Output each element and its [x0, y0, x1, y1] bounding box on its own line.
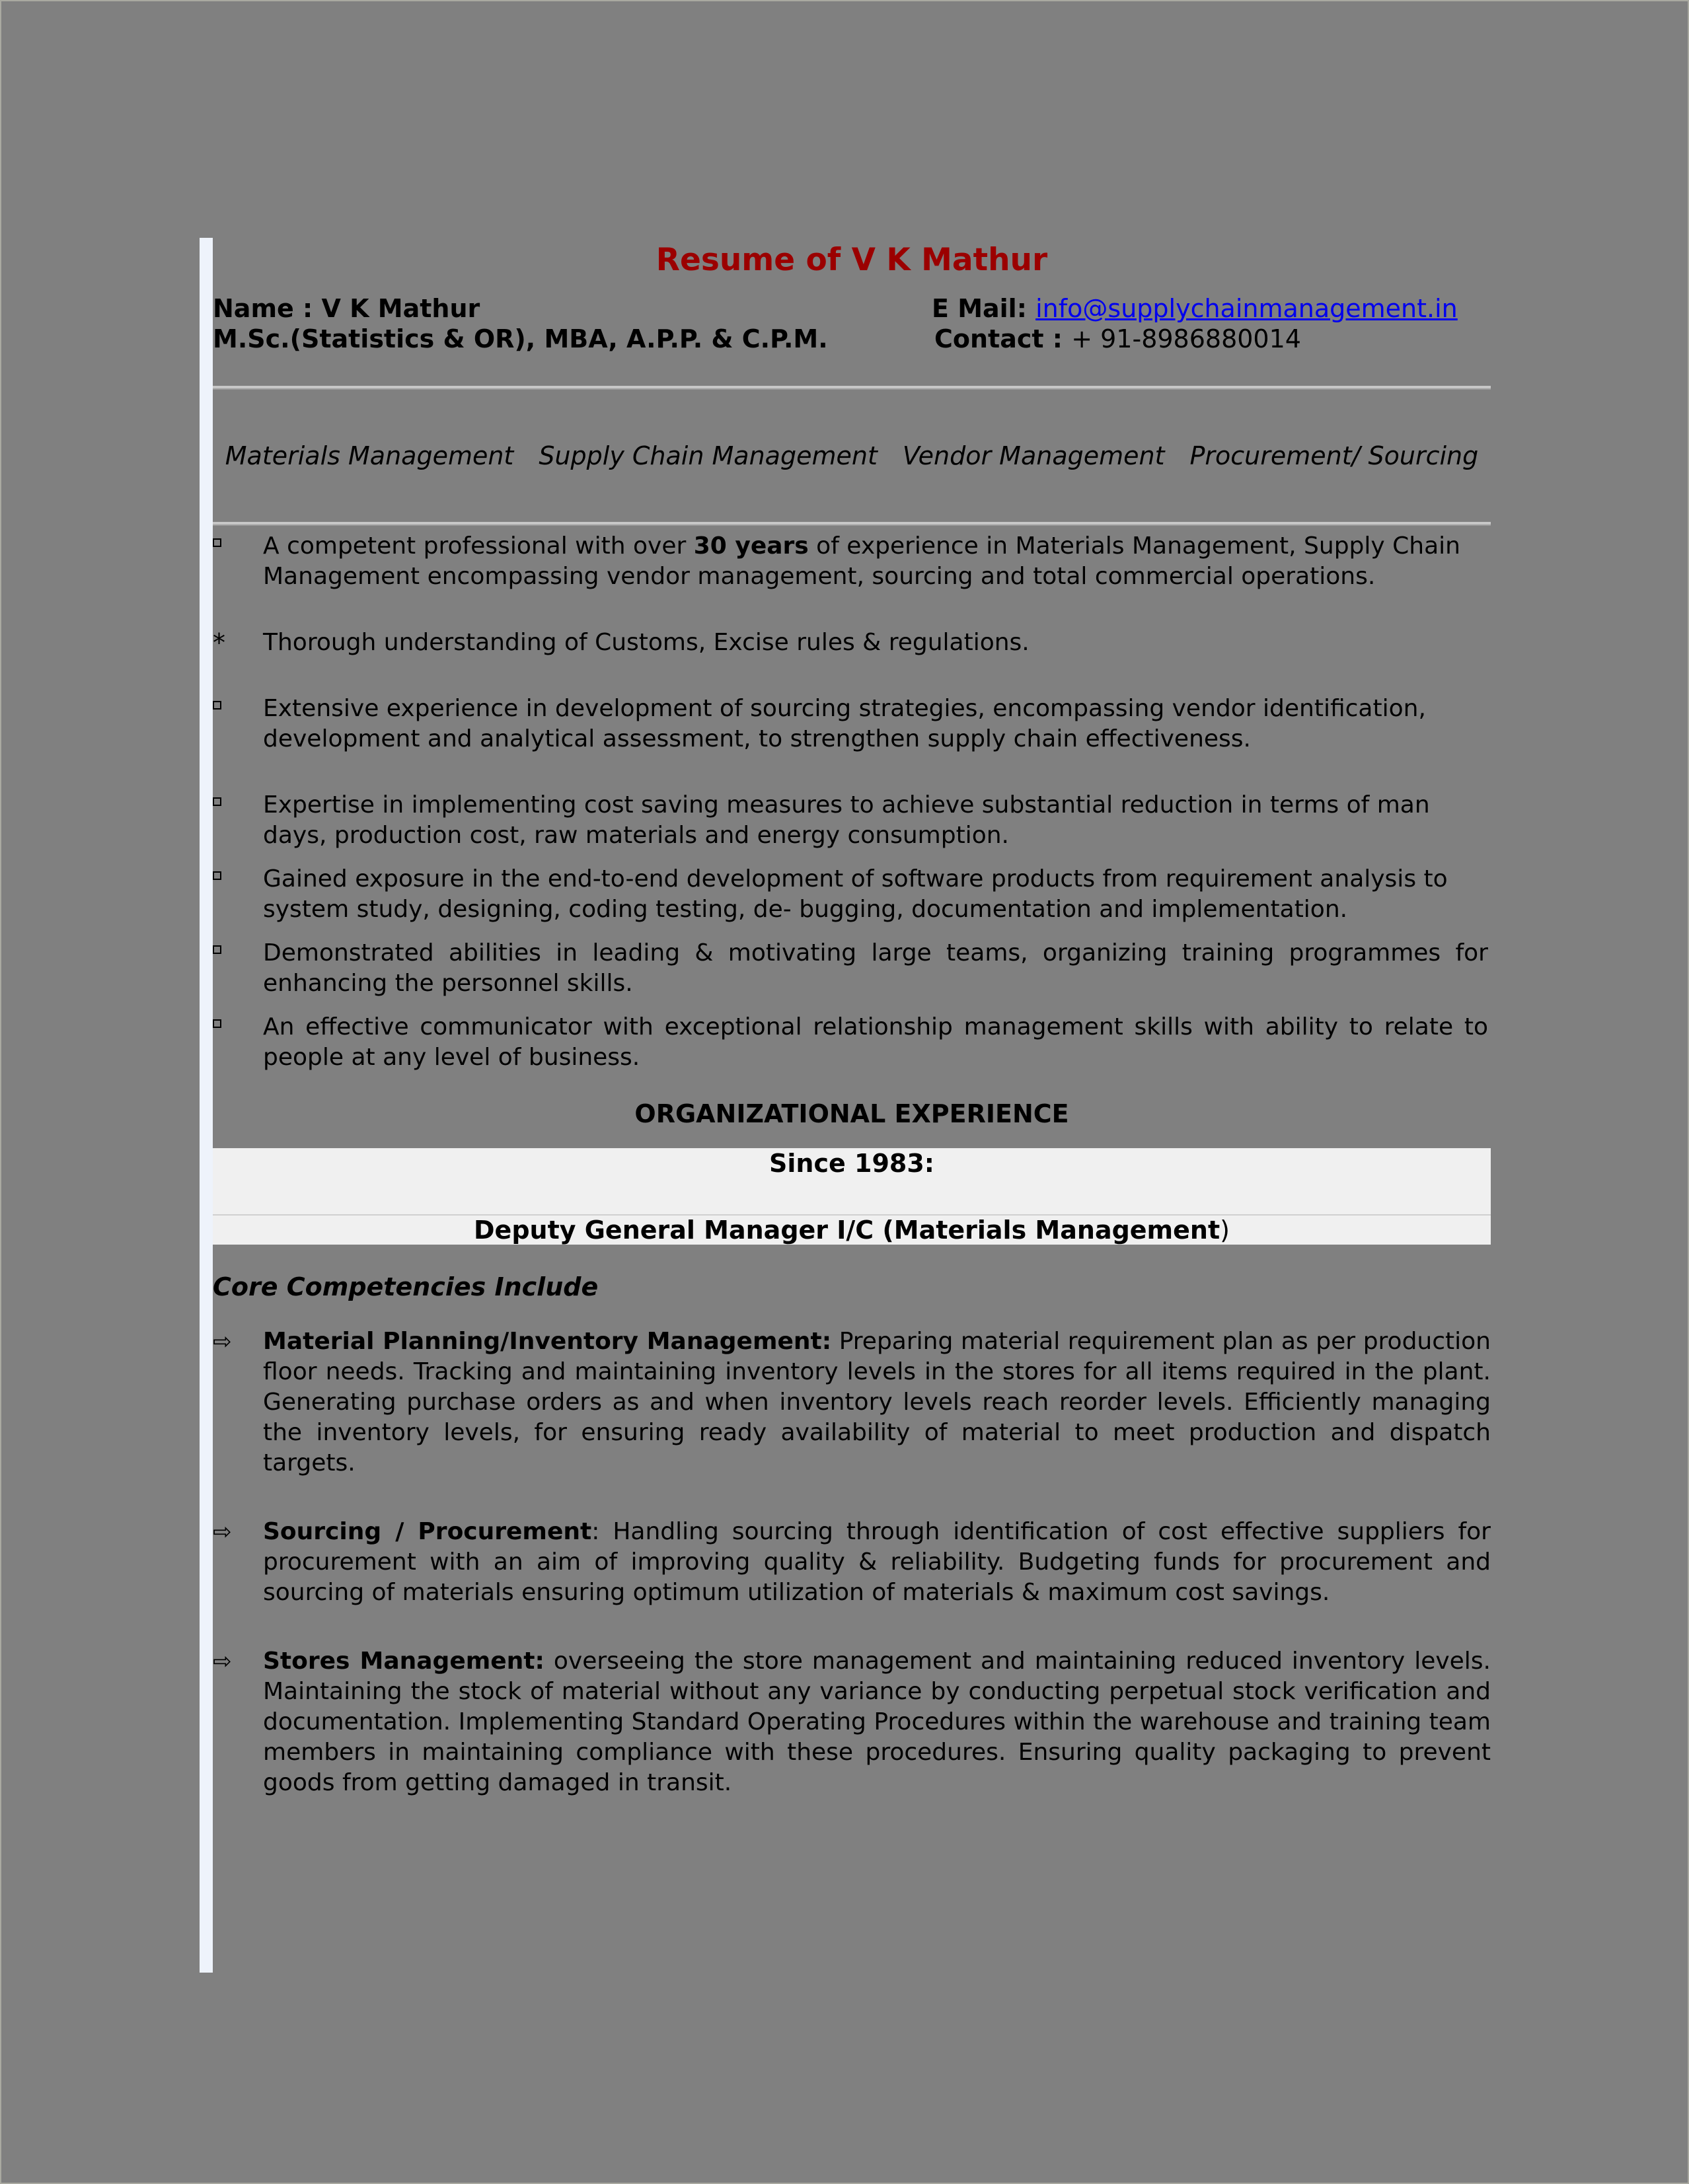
- list-item: An effective communicator with exceptional relationship management skills with ability to relate to people at any level of business.: [213, 1012, 1491, 1073]
- square-bullet-icon: [213, 871, 221, 880]
- contact-header: [213, 293, 1491, 386]
- qualifications: M.Sc.(Statistics & OR), MBA, A.P.P. & C.P.M.: [213, 324, 828, 353]
- job-title: Deputy General Manager I/C (Materials Management): [213, 1216, 1491, 1245]
- square-bullet-icon: [213, 945, 221, 954]
- skill-item: Materials Management: [225, 441, 514, 470]
- arrow-right-icon: ⇨: [213, 1329, 232, 1355]
- list-item: A competent professional with over 30 years of experience in Materials Management, Supply Chain Management encompassing vendor management, sourcing and total commercial operations.: [213, 531, 1491, 592]
- list-item: * Thorough understanding of Customs, Excise rules & regulations.: [213, 628, 1030, 657]
- square-bullet-icon: [213, 538, 221, 547]
- list-item: ⇨ Stores Management: overseeing the store management and maintaining reduced inventory levels. Maintaining the stock of material without any variance by conducting perpetual stock verification and documentation. Implementing Standard Operating Procedures within the warehouse and training team members in maintaining compliance with these procedures. Ensuring quality packaging to prevent goods from getting damaged in transit.: [213, 1648, 1491, 1796]
- list-item: Extensive experience in development of sourcing strategies, encompassing vendor identification, development and analytical assessment, to strengthen supply chain effectiveness.: [213, 694, 1491, 754]
- skill-item: Vendor Management: [902, 441, 1165, 470]
- contact-block: [932, 293, 1458, 354]
- arrow-right-icon: ⇨: [213, 1648, 232, 1675]
- contact-line: [932, 324, 1458, 354]
- list-item: Gained exposure in the end-to-end development of software products from requirement analysis to system study, designing, coding testing, de- bugging, documentation and implementation.: [213, 864, 1491, 925]
- list-item: ⇨ Material Planning/Inventory Management: Preparing material requirement plan as per production floor needs. Tracking and maintaining inventory levels in the stores for all items required in the plant. Generating purchase orders as and when inventory levels reach reorder levels. Efficiently managing the inventory levels, for ensuring ready availability of material to meet production and dispatch targets.: [213, 1328, 1491, 1476]
- left-margin-bar: [200, 238, 213, 1973]
- resume-document: [213, 238, 1491, 1798]
- email-link[interactable]: info@supplychainmanagement.in: [1035, 294, 1458, 323]
- list-item: Expertise in implementing cost saving measures to achieve substantial reduction in terms of man days, production cost, raw materials and energy consumption.: [213, 790, 1491, 851]
- list-item: ⇨ Sourcing / Procurement: Handling sourcing through identification of cost effective suppliers for procurement with an aim of improving quality & reliability. Budgeting funds for procurement and sourcing of materials ensuring optimum utilization of materials & maximum cost savings.: [213, 1518, 1491, 1606]
- arrow-right-icon: ⇨: [213, 1519, 232, 1545]
- email-label: E Mail:: [932, 294, 1036, 323]
- square-bullet-icon: [213, 1019, 221, 1028]
- email-line: [932, 293, 1458, 324]
- name-block: [213, 293, 828, 354]
- name-line: [213, 293, 828, 324]
- competency-list: [213, 1327, 1491, 1798]
- since-year: Since 1983:: [213, 1148, 1491, 1216]
- list-item: Demonstrated abilities in leading & motivating large teams, organizing training programmes for enhancing the personnel skills.: [213, 938, 1491, 999]
- section-heading: ORGANIZATIONAL EXPERIENCE: [634, 1099, 1069, 1128]
- divider-bottom: [213, 522, 1491, 526]
- core-competencies-title: Core Competencies Include: [213, 1272, 599, 1301]
- square-bullet-icon: [213, 797, 221, 806]
- name-value: V K Mathur: [321, 294, 480, 323]
- asterisk-bullet-icon: *: [213, 628, 225, 657]
- summary-list: [213, 531, 1491, 1073]
- page-title: Resume of V K Mathur: [656, 242, 1048, 278]
- contact-label: Contact :: [934, 324, 1072, 353]
- square-bullet-icon: [213, 701, 221, 710]
- name-label: Name :: [213, 294, 322, 323]
- skill-item: Procurement/ Sourcing: [1189, 441, 1479, 470]
- contact-value: + 91-8986880014: [1071, 324, 1301, 353]
- skills-bar: [213, 390, 1491, 522]
- skill-item: Supply Chain Management: [539, 441, 878, 470]
